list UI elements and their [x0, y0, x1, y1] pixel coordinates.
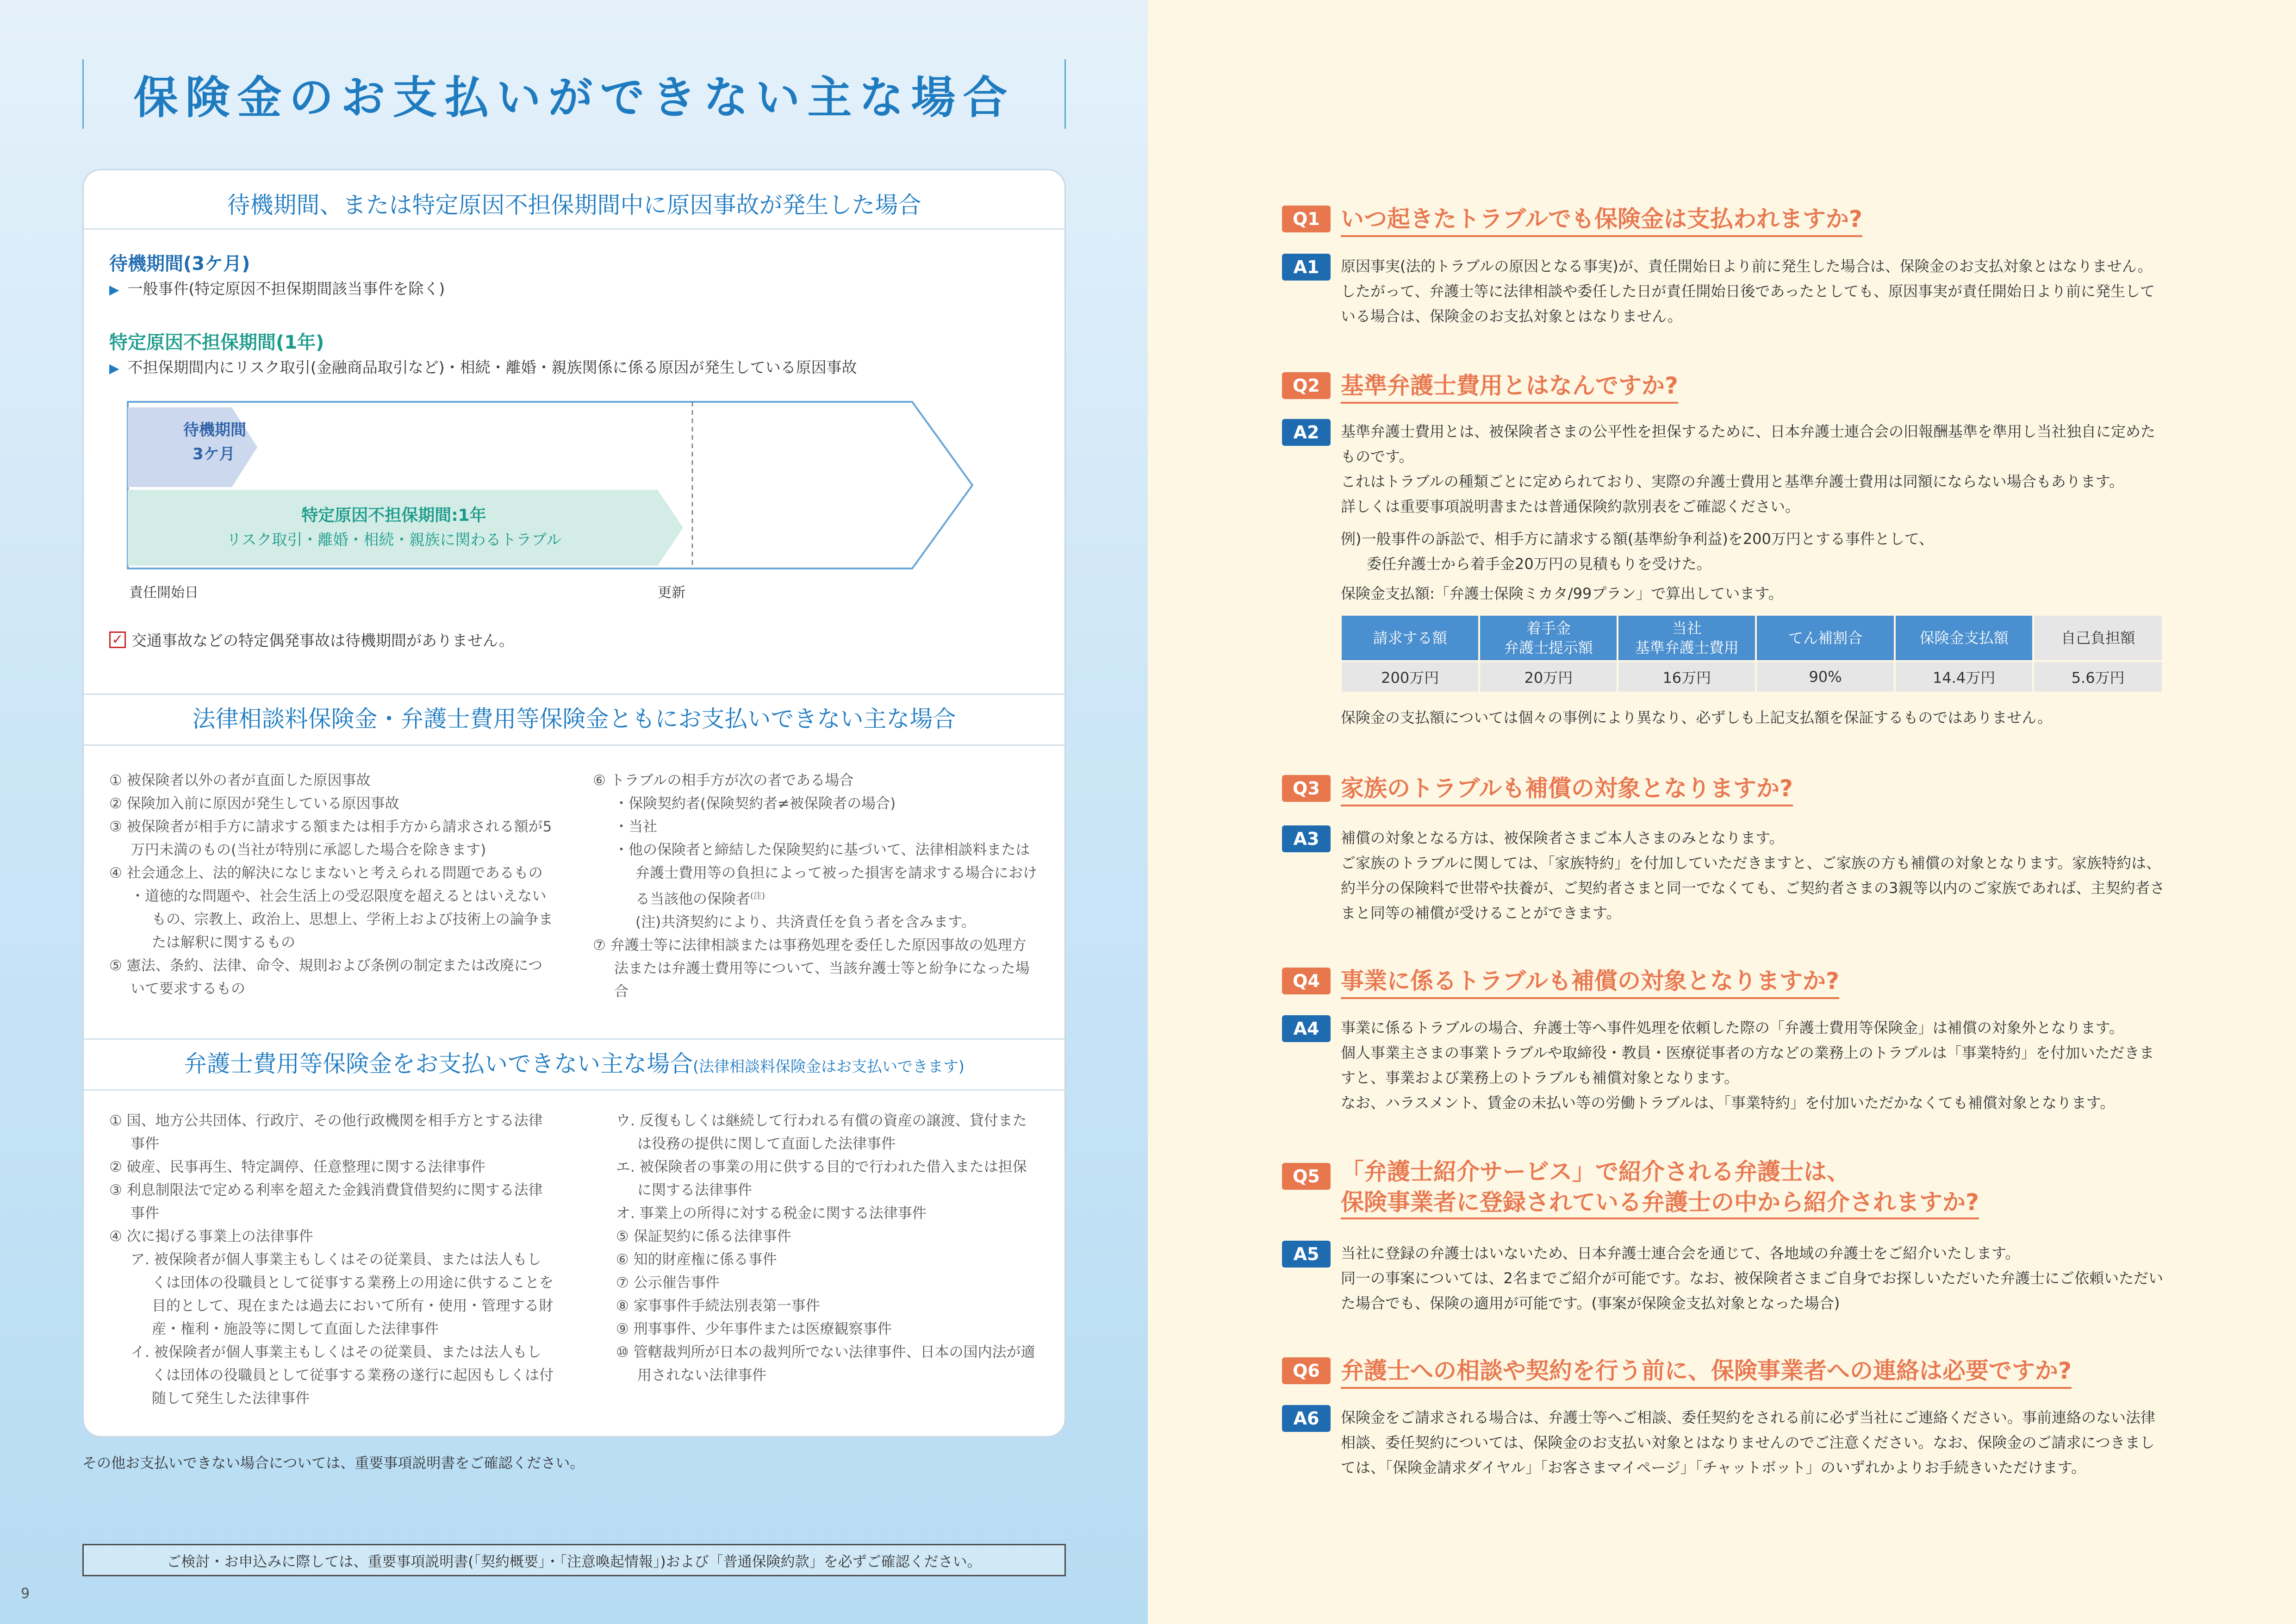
diagram-waiting-label: 待機期間 3ケ月	[183, 421, 246, 463]
page-title: 保険金のお支払いができない主な場合	[82, 59, 1066, 129]
table-header-cell: 着手金 弁護士提示額	[1480, 616, 1617, 660]
answer-badge: A4	[1282, 1015, 1331, 1042]
traffic-accident-note: ✓ 交通事故などの特定偶発事故は待機期間がありません。	[109, 629, 514, 650]
answer-badge: A6	[1282, 1405, 1331, 1432]
faq-answer-5: A5 当社に登録の弁護士はいないため、日本弁護士連合会を通じて、各地域の弁護士をご紹介いたします。 同一の事案については、2名までご紹介が可能です。なお、被保険者さまご自身でお探しいただいた弁護士にご依頼いただいた場合でも、保険の適用が可能です。(事案が保険金支払対象となった場合)	[1282, 1241, 2166, 1316]
payment-disclaimer: 保険金の支払額については個々の事例により異なり、必ずしも上記支払額を保証するものではありません。	[1341, 709, 2053, 726]
fee-example-table	[1340, 614, 2164, 693]
faq-question-4: Q4 事業に係るトラブルも補償の対象となりますか?	[1282, 965, 1839, 999]
triangle-bullet-icon: ▶	[109, 282, 119, 297]
diagram-start-label: 責任開始日	[129, 585, 199, 601]
faq-question-1: Q1 いつ起きたトラブルでも保険金は支払われますか?	[1282, 203, 1862, 237]
section-title-both: 法律相談料保険金・弁護士費用等保険金ともにお支払いできない主な場合	[192, 706, 956, 732]
question-badge: Q5	[1282, 1163, 1331, 1190]
page-number: 9	[21, 1586, 30, 1602]
both-exclusions-col1: ① 被保険者以外の者が直面した原因事故 ② 保険加入前に原因が発生している原因事故 ③ 被保険者が相手方に請求する額または相手方から請求される額が5万円未満のもの(当社が特別に承認した場合を除きます) ④ 社会通念上、法的解決になじまないと考えられる問題であるもの ・道徳的な問題や、社会生活上の受忍限度を超えるとはいえないもの、宗教上、政治上、思想上、学術上および技術上の論争または解釈に関するもの ⑤ 憲法、条約、法律、命令、規則および条例の制定または改廃について要求するもの	[109, 772, 553, 997]
diagram-special-label: 特定原因不担保期間:1年 リスク取引・離婚・相続・親族に関わるトラブル	[226, 506, 562, 549]
faq-question-5: Q5 「弁護士紹介サービス」で紹介される弁護士は、 保険事業者に登録されている弁護士の中から紹介されますか?	[1282, 1156, 1979, 1219]
fee-exclusions-col1: ① 国、地方公共団体、行政庁、その他行政機関を相手方とする法律事件 ② 破産、民事再生、特定調停、任意整理に関する法律事件 ③ 利息制限法で定める利率を超えた金銭消費貸借契約に関する法律事件 ④ 次に掲げる事業上の法律事件 ア. 被保険者が個人事業主もしくはその従業員、または法人もしくは団体の役職員として従事する業務上の用途に供することを目的として、現在または過去において所有・使用・管理する財産・権利・施設等に関して直面した法律事件 イ. 被保険者が個人事業主もしくはその従業員、または法人もしくは団体の役職員として従事する業務の遂行に起因もしくは付随して発生した法律事件	[109, 1112, 554, 1407]
divider	[84, 228, 1064, 230]
divider	[84, 1038, 1064, 1040]
special-period-item: ▶ 不担保期間内にリスク取引(金融商品取引など)・相続・離婚・親族関係に係る原因が発生している原因事故	[109, 358, 857, 376]
diagram-renew-label: 更新	[658, 585, 685, 601]
fee-exclusions-col2: ウ. 反復もしくは継続して行われる有償の資産の譲渡、貸付または役務の提供に関して直面した法律事件 エ. 被保険者の事業の用に供する目的で行われた借入または担保に関する法律事件 オ. 事業上の所得に対する税金に関する法律事件 ⑤ 保証契約に係る法律事件 ⑥ 知的財産権に係る事件 ⑦ 公示催告事件 ⑧ 家事事件手続法別表第一事件 ⑨ 刑事事件、少年事件または医療観察事件 ⑩ 管轄裁判所が日本の裁判所でない法律事件、日本の国内法が適用されない法律事件	[616, 1112, 1035, 1384]
question-badge: Q6	[1282, 1357, 1331, 1384]
faq-answer-3: A3 補償の対象となる方は、被保険者さまご本人さまのみとなります。 ご家族のトラブルに関しては、「家族特約」を付加していただきますと、ご家族の方も補償の対象となります。家族特約は、約半分の保険料で世帯や扶養が、ご契約者さまと同一でなくても、ご契約者さまの3親等以内のご家族であれば、主契約者さまと同等の補償が受けることができます。	[1282, 825, 2166, 925]
question-badge: Q3	[1282, 775, 1331, 802]
table-header-cell: 当社 基準弁護士費用	[1618, 616, 1755, 660]
section-title-waiting: 待機期間、または特定原因不担保期間中に原因事故が発生した場合	[227, 192, 921, 219]
faq-question-6: Q6 弁護士への相談や契約を行う前に、保険事業者への連絡は必要ですか?	[1282, 1355, 2072, 1389]
faq-question-3: Q3 家族のトラブルも補償の対象となりますか?	[1282, 772, 1793, 806]
triangle-bullet-icon: ▶	[109, 361, 119, 376]
table-header-row: 請求する額 着手金 弁護士提示額 当社 基準弁護士費用 てん補割合 保険金支払額 自己負担額	[1342, 616, 2162, 660]
waiting-period-heading: 待機期間(3ケ月)	[109, 253, 250, 275]
divider	[84, 1089, 1064, 1091]
special-period-heading: 特定原因不担保期間(1年)	[109, 332, 324, 353]
exclusions-card	[82, 169, 1066, 1437]
answer-badge: A2	[1282, 419, 1331, 446]
faq-answer-6: A6 保険金をご請求される場合は、弁護士等へご相談、委任契約をされる前に必ず当社にご連絡ください。事前連絡のない法律相談、委任契約については、保険金のお支払い対象とはなりませんのでご注意ください。なお、保険金のご請求につきましては、「保険金請求ダイヤル」「お客さまマイページ」「チャットボット」のいずれかよりお手続きいただけます。	[1282, 1405, 2166, 1480]
divider	[84, 744, 1064, 746]
other-exclusions-note: その他お支払いできない場合については、重要事項説明書をご確認ください。	[82, 1455, 585, 1472]
both-exclusions-col2: ⑥ トラブルの相手方が次の者である場合 ・保険契約者(保険契約者≠被保険者の場合) ・当社 ・他の保険者と締結した保険契約に基づいて、法律相談料または弁護士費用等の負担によって被った損害を請求する場合における当該他の保険者$^{(注)}$ (注)共済契約により、共済責任を負う者を含みます。 ⑦ 弁護士等に法律相談または事務処理を委任した原因事故の処理方法または弁護士費用等について、当該弁護士等と紛争になった場合	[593, 772, 1037, 1000]
section-title-lawyer-fees: 弁護士費用等保険金をお支払いできない主な場合(法律相談料保険金はお支払いできます)	[184, 1050, 964, 1077]
faq-answer-4: A4 事業に係るトラブルの場合、弁護士等へ事件処理を依頼した際の「弁護士費用等保険金」は補償の対象外となります。 個人事業主さまの事業トラブルや取締役・教員・医療従事者の方などの業務上のトラブルは「事業特約」を付加いただきますと、事業および業務上のトラブルも補償対象となります。 なお、ハラスメント、賃金の未払い等の労働トラブルは、「事業特約」を付加いただかなくても補償対象となります。	[1282, 1015, 2166, 1115]
important-notice-box: ご検討・お申込みに際しては、重要事項説明書(「契約概要」・「注意喚起情報」)および「普通保険約款」を必ずご確認ください。	[82, 1544, 1066, 1576]
checkbox-checked-icon: ✓	[109, 631, 126, 648]
divider	[84, 693, 1064, 695]
period-timeline-diagram	[125, 397, 1023, 582]
answer-badge: A5	[1282, 1241, 1331, 1268]
faq-question-2: Q2 基準弁護士費用とはなんですか?	[1282, 369, 1678, 404]
faq-answer-1: A1 原因事実(法的トラブルの原因となる事実)が、責任開始日より前に発生した場合は、保険金のお支払対象とはなりません。したがって、弁護士等に法律相談や委任した日が責任開始日後であったとしても、原因事実が責任開始日より前に発生している場合は、保険金のお支払対象とはなりません。	[1282, 254, 2166, 329]
waiting-period-item: ▶ 一般事件(特定原因不担保期間該当事件を除く)	[109, 280, 445, 298]
question-badge: Q2	[1282, 372, 1331, 399]
table-row: 200万円 20万円 16万円 90% 14.4万円 5.6万円	[1342, 662, 2162, 692]
question-badge: Q1	[1282, 206, 1331, 232]
question-badge: Q4	[1282, 968, 1331, 994]
answer-badge: A1	[1282, 254, 1331, 281]
faq-answer-2: A2 基準弁護士費用とは、被保険者さまの公平性を担保するために、日本弁護士連合会の旧報酬基準を準用し当社独自に定めたものです。 これはトラブルの種類ごとに定められており、実際の弁護士費用と基準弁護士費用は同額にならない場合もあります。 詳しくは重要事項説明書または普通保険約款別表をご確認ください。 例)一般事件の訴訟で、相手方に請求する額(基準紛争利益)を200万円とする事件として、 委任弁護士から着手金20万円の見積もりを受けた。 保険金支払額:「弁護士保険ミカタ/99プラン」で算出しています。	[1282, 419, 2166, 606]
answer-badge: A3	[1282, 825, 1331, 852]
